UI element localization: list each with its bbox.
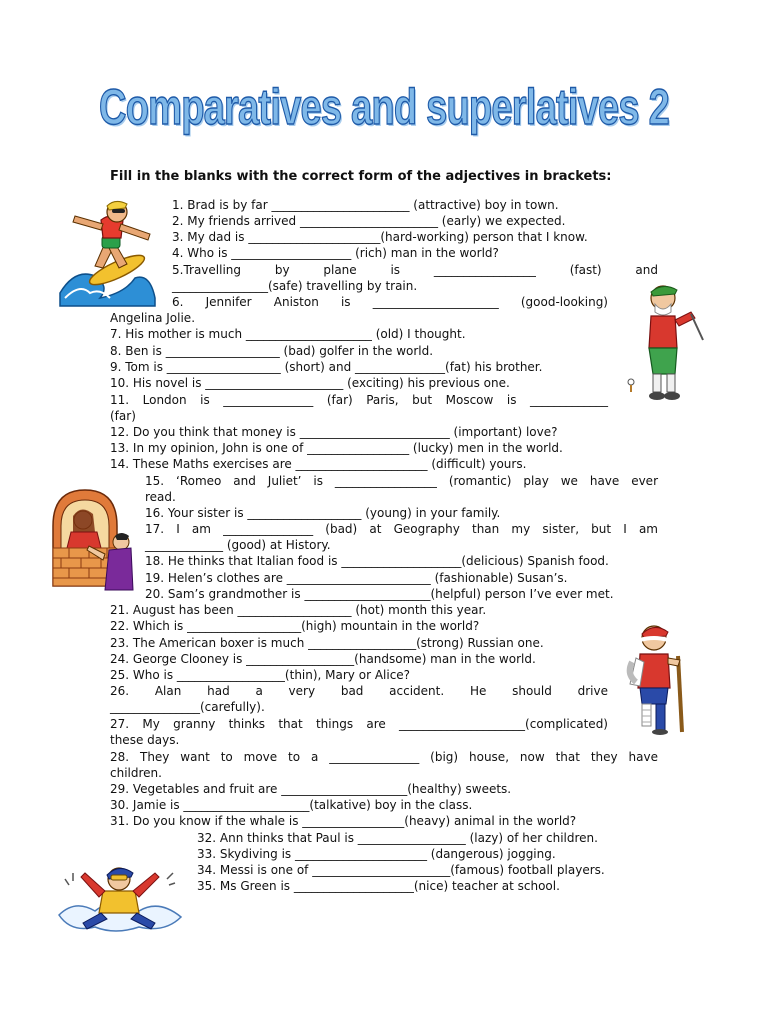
exercise-line-27: 27. My granny thinks that things are _____________________(complicated): [110, 717, 608, 731]
exercise-line-35: 35. Ms Green is ____________________(nice) teacher at school.: [197, 879, 560, 893]
exercise-line-7: 7. His mother is much _____________________ (old) I thought.: [110, 327, 466, 341]
exercise-line-20: 20. Sam’s grandmother is _____________________(helpful) person I’ve ever met.: [145, 587, 614, 601]
exercise-line-10: 10. His novel is _______________________ (exciting) his previous one.: [110, 376, 510, 390]
injured-boy-clipart: [622, 622, 694, 736]
exercise-line-4: 4. Who is ____________________ (rich) man in the world?: [172, 246, 499, 260]
exercise-line-33: 33. Skydiving is ______________________ (dangerous) jogging.: [197, 847, 556, 861]
exercise-line-23: 23. The American boxer is much __________________(strong) Russian one.: [110, 636, 544, 650]
exercise-line-8: 8. Ben is ___________________ (bad) golfer in the world.: [110, 344, 434, 358]
exercise-line-17-cont: _____________ (good) at History.: [145, 538, 331, 552]
exercise-line-14: 14. These Maths exercises are ______________________ (difficult) yours.: [110, 457, 527, 471]
exercise-line-9: 9. Tom is ___________________ (short) and _______________(fat) his brother.: [110, 360, 543, 374]
exercise-line-31: 31. Do you know if the whale is _________________(heavy) animal in the world?: [110, 814, 577, 828]
exercise-line-29: 29. Vegetables and fruit are _____________________(healthy) sweets.: [110, 782, 512, 796]
exercise-line-21: 21. August has been ___________________ (hot) month this year.: [110, 603, 487, 617]
surfer-clipart: [55, 198, 160, 308]
romeo-and-juliet-clipart: [45, 486, 135, 592]
skydiver-clipart: [55, 855, 185, 935]
exercise-line-32: 32. Ann thinks that Paul is __________________ (lazy) of her children.: [197, 831, 598, 845]
exercise-line-11-cont: (far): [110, 409, 136, 423]
exercise-line-17: 17. I am _______________ (bad) at Geography than my sister, but I am: [145, 522, 658, 536]
exercise-line-22: 22. Which is ___________________(high) mountain in the world?: [110, 619, 480, 633]
exercise-line-16: 16. Your sister is ___________________ (young) in your family.: [145, 506, 501, 520]
exercise-line-15: 15. ‘Romeo and Juliet’ is _________________ (romantic) play we have ever: [145, 474, 658, 488]
exercise-line-3: 3. My dad is ______________________(hard-working) person that I know.: [172, 230, 588, 244]
exercise-line-18: 18. He thinks that Italian food is ____________________(delicious) Spanish food.: [145, 554, 609, 568]
exercise-line-6: 6. Jennifer Aniston is _____________________ (good-looking): [172, 295, 608, 309]
exercise-line-15-cont: read.: [145, 490, 176, 504]
exercise-line-30: 30. Jamie is _____________________(talkative) boy in the class.: [110, 798, 473, 812]
golfer-clipart: [625, 282, 705, 404]
instructions: Fill in the blanks with the correct form of the adjectives in brackets:: [110, 169, 612, 184]
exercise-line-27-cont: these days.: [110, 733, 180, 747]
exercise-line-25: 25. Who is __________________(thin), Mary or Alice?: [110, 668, 411, 682]
exercise-line-28: 28. They want to move to a _______________ (big) house, now that they have: [110, 750, 658, 764]
exercise-line-11: 11. London is _______________ (far) Paris, but Moscow is _____________: [110, 393, 608, 407]
exercise-line-19: 19. Helen’s clothes are ________________________ (fashionable) Susan’s.: [145, 571, 568, 585]
exercise-line-5: 5.Travelling by plane is _________________ (fast) and: [172, 263, 658, 277]
exercise-line-34: 34. Messi is one of _______________________(famous) football players.: [197, 863, 605, 877]
exercise-line-24: 24. George Clooney is __________________(handsome) man in the world.: [110, 652, 536, 666]
exercise-line-26-cont: _______________(carefully).: [110, 700, 265, 714]
exercise-line-26: 26. Alan had a very bad accident. He should drive: [110, 684, 608, 698]
page-title: Comparatives and superlatives 2: [99, 79, 669, 135]
exercise-line-12: 12. Do you think that money is _________________________ (important) love?: [110, 425, 558, 439]
exercise-line-13: 13. In my opinion, John is one of _________________ (lucky) men in the world.: [110, 441, 563, 455]
exercise-line-28-cont: children.: [110, 766, 162, 780]
exercise-line-5-cont: ________________(safe) travelling by train.: [172, 279, 418, 293]
exercise-line-1: 1. Brad is by far _______________________ (attractive) boy in town.: [172, 198, 559, 212]
exercise-line-6-cont: Angelina Jolie.: [110, 311, 196, 325]
exercise-line-2: 2. My friends arrived _______________________ (early) we expected.: [172, 214, 566, 228]
